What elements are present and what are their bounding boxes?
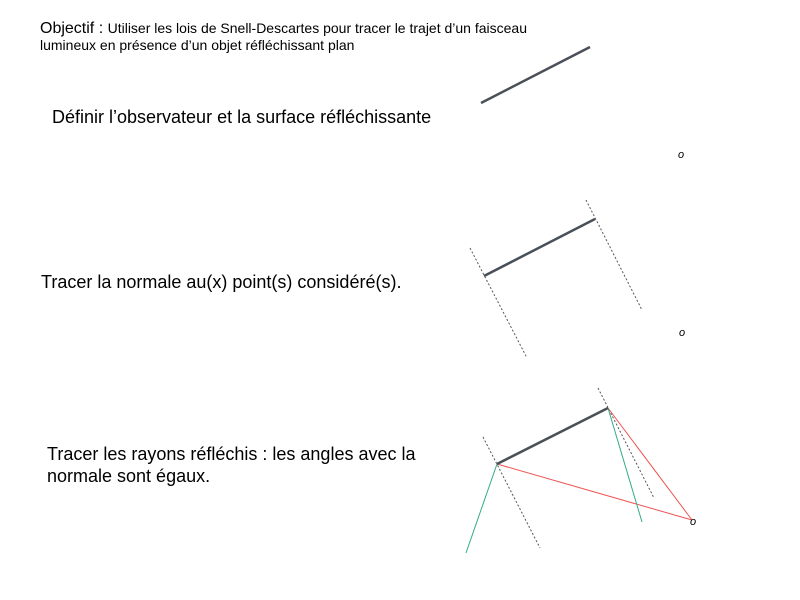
objective-text-line2: lumineux en présence d’un objet réfléchissant plan xyxy=(40,37,355,53)
diagram-step-3 xyxy=(466,388,696,553)
observer-label: o xyxy=(690,516,697,528)
normal-line-left xyxy=(483,437,540,548)
step-3-instruction: Tracer les rayons réfléchis : les angles avec la normale sont égaux. xyxy=(47,444,416,486)
mirror-surface xyxy=(497,408,608,464)
objective-label: Objectif : xyxy=(40,20,104,37)
objective-text-line1: Utiliser les lois de Snell-Descartes pour tracer le trajet d’un faisceau xyxy=(107,20,527,36)
observer-label: o xyxy=(678,149,685,161)
observer-label: o xyxy=(679,327,686,339)
diagram-step-2 xyxy=(470,200,685,358)
normal-line-left xyxy=(470,248,527,358)
step-1-instruction: Définir l’observateur et la surface réfléchissante xyxy=(52,107,432,127)
mirror-surface xyxy=(481,47,590,103)
normal-line-right xyxy=(586,200,642,310)
ray-to-observer-left xyxy=(497,464,692,520)
ray-to-observer-right xyxy=(608,408,692,520)
reflected-ray-left xyxy=(466,464,497,553)
mirror-surface xyxy=(484,219,595,276)
diagram-step-1 xyxy=(481,47,684,161)
step-2-instruction: Tracer la normale au(x) point(s) considéré(s). xyxy=(41,272,402,292)
normal-line-right xyxy=(598,388,654,498)
reflected-ray-right xyxy=(608,408,642,522)
